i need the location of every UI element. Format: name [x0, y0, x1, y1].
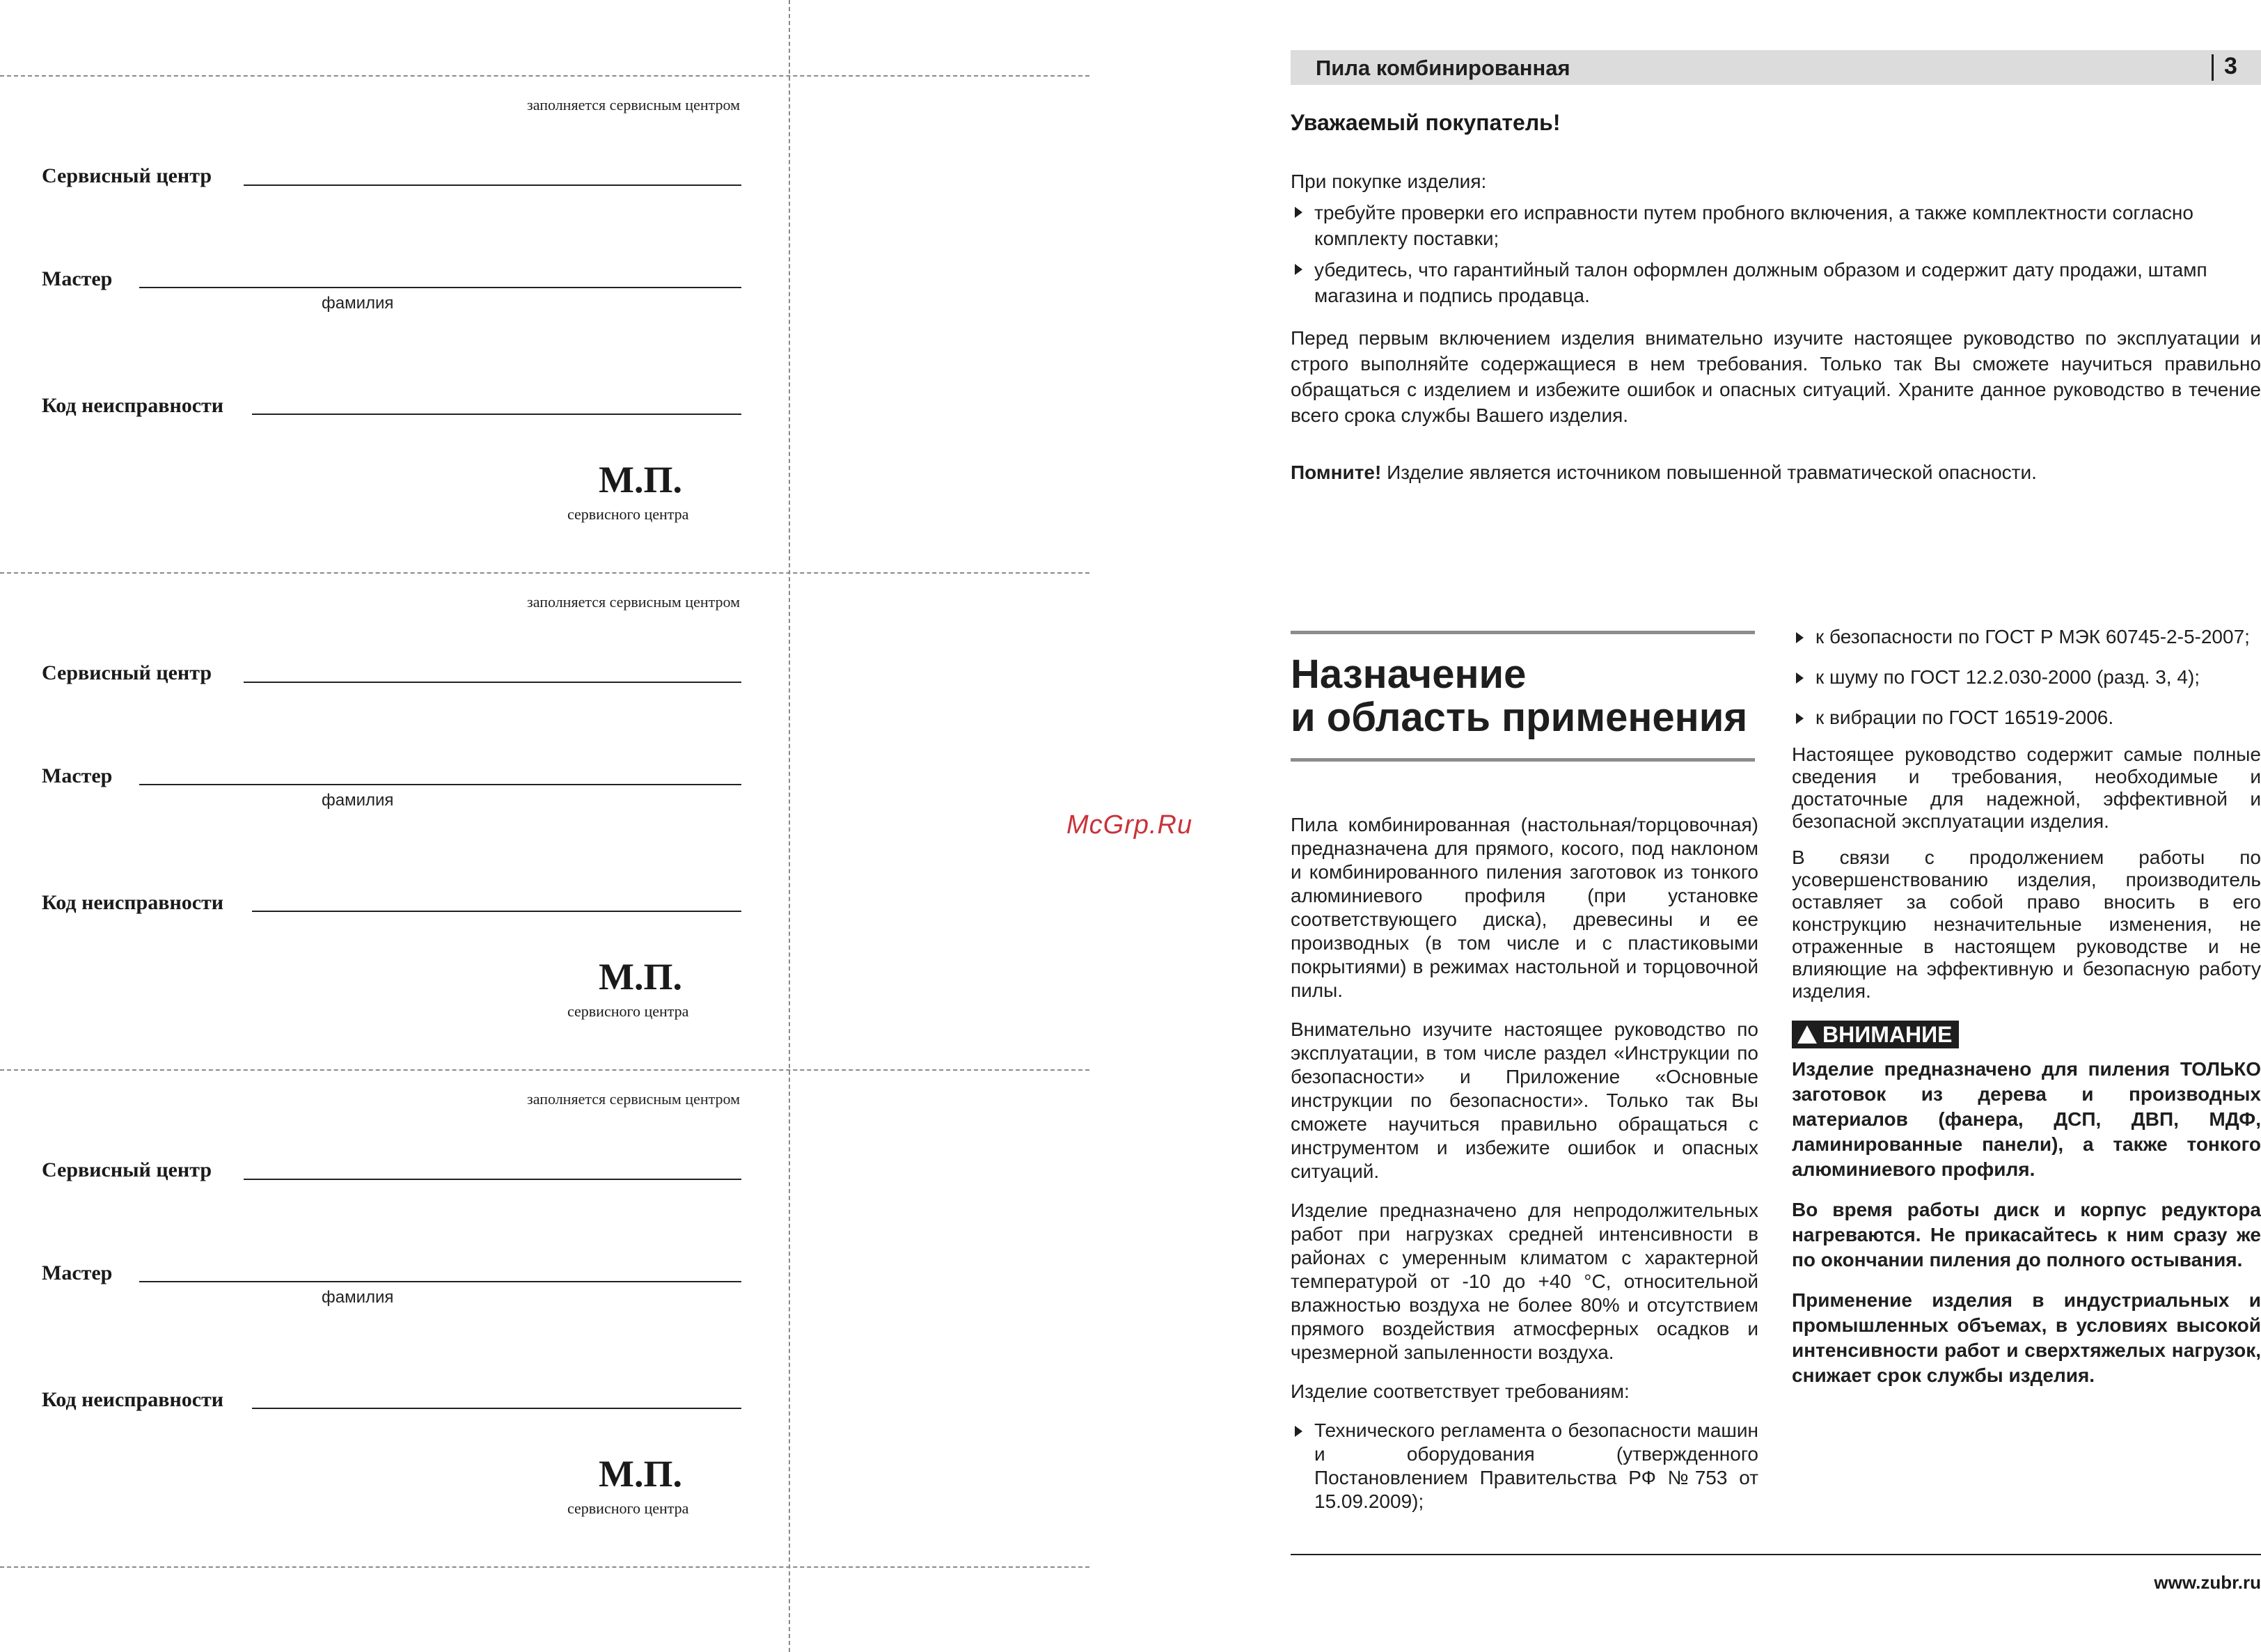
stamp-sub-label: сервисного центра [567, 1002, 689, 1020]
header-separator [2212, 54, 2214, 81]
service-center-field[interactable] [244, 682, 741, 683]
service-center-field[interactable] [244, 184, 741, 186]
vertical-cut-line [789, 0, 790, 1652]
coupon-note: заполняется сервисным центром [527, 1090, 740, 1108]
footer-rule [1291, 1554, 2261, 1555]
intro-bullet: требуйте проверки его исправности путем пробного включения, а также комплектности согласно комплекту поставки; [1291, 200, 2261, 251]
remember-bold: Помните! [1291, 462, 1382, 483]
standard-bullet: к шуму по ГОСТ 12.2.030-2000 (разд. 3, 4); [1792, 666, 2261, 689]
warning-paragraph: Применение изделия в индустриальных и промышленных объемах, в условиях высокой интенсивности работ и сверхтяжелых нагрузок, снижает срок службы изделия. [1792, 1289, 2261, 1386]
stamp-label: М.П. [599, 459, 682, 501]
intro-block [1291, 168, 2261, 485]
manual-content-paragraph: Настоящее руководство содержит самые полные сведения и требования, необходимые и достаточные для надежной, эффективной и безопасной эксплуатации изделия. [1792, 744, 2261, 832]
page-header [1291, 50, 2261, 85]
master-field[interactable] [139, 287, 741, 288]
standard-bullet: к безопасности по ГОСТ Р МЭК 60745-2-5-2007; [1792, 625, 2261, 649]
warning-paragraph: Изделие предназначено для пиления ТОЛЬКО заготовок из дерева и производных материалов (фанера, ДСП, ДВП, МДФ, ламинированные панели), а также тонкого алюминиевого профиля. [1792, 1058, 2261, 1180]
watermark-link[interactable]: McGrp.Ru [1066, 810, 1193, 840]
fault-code-label: Код неисправности [42, 891, 224, 914]
section-rule-top [1291, 631, 1755, 634]
intro-bullet: убедитесь, что гарантийный талон оформлен должным образом и содержит дату продажи, штамп магазина и подпись продавца. [1291, 257, 2261, 308]
fault-code-field[interactable] [252, 1408, 741, 1409]
coupon-note: заполняется сервисным центром [527, 96, 740, 113]
fault-code-label: Код неисправности [42, 1388, 224, 1411]
remember-text: Изделие является источником повышенной травматической опасности. [1381, 462, 2037, 483]
column-1 [1291, 813, 1758, 1513]
section-rule-bottom [1291, 758, 1755, 762]
stamp-label: М.П. [599, 956, 682, 998]
master-field[interactable] [139, 1281, 741, 1282]
service-center-label: Сервисный центр [42, 661, 212, 684]
intro-lead: При покупке изделия: [1291, 171, 1487, 192]
intro-paragraph: Перед первым включением изделия внимательно изучите настоящее руководство по эксплуатации и строго выполняйте содержащиеся в нем требования. Только так Вы сможете научиться правильно обращаться с изделием и избежите ошибок и опасных ситуаций. Храните данное руководство в течение всего срока службы Вашего изделия. [1291, 327, 2261, 426]
warning-paragraph: Во время работы диск и корпус редуктора нагреваются. Не прикасайтесь к ним сразу же по окончании пиления до полного остывания. [1792, 1199, 2261, 1271]
warning-label: ВНИМАНИЕ [1822, 1022, 1953, 1047]
master-label: Мастер [42, 1261, 113, 1284]
service-center-label: Сервисный центр [42, 1158, 212, 1181]
fault-code-label: Код неисправности [42, 394, 224, 417]
requirements-lead: Изделие соответствует требованиям: [1291, 1380, 1630, 1402]
footer-url[interactable]: www.zubr.ru [2154, 1572, 2261, 1593]
service-center-field[interactable] [244, 1179, 741, 1180]
warning-badge [1792, 1021, 1959, 1048]
improvement-paragraph: В связи с продолжением работы по усовершенствованию изделия, производитель оставляет за собой право вносить в его конструкцию незначительные изменения, не отраженные в настоящем руководстве и не влияющие на эффективную и безопасную работу изделия. [1792, 847, 2261, 1002]
section-title-line2: и область применения [1291, 695, 1748, 740]
coupon-3 [0, 1071, 789, 1568]
master-field[interactable] [139, 784, 741, 785]
page-number: 3 [2224, 53, 2237, 79]
stamp-sub-label: сервисного центра [567, 505, 689, 523]
remember-note [1291, 459, 2261, 485]
section-title-line1: Назначение [1291, 652, 1527, 697]
page-header-title: Пила комбинированная [1316, 56, 1570, 80]
conditions-paragraph: Изделие предназначено для непродолжительных работ при нагрузках средней интенсивности в районах с умеренным климатом с характерной температурой от -10 до +40 °С, относительной влажностью воздуха не более 80% и отсутствием прямого воздействия атмосферных осадков и чрезмерной запыленности воздуха. [1291, 1199, 1758, 1363]
service-center-label: Сервисный центр [42, 164, 212, 187]
surname-label: фамилия [322, 791, 394, 810]
purpose-paragraph: Пила комбинированная (настольная/торцовочная) предназначена для прямого, косого, под наклоном и комбинированного пиления заготовок из тонкого алюминиевого профиля (при установке соответствующего диска), древесины и ее производных (в том числе и с пластиковыми покрытиями) в режимах настольной и торцовочной пилы. [1291, 814, 1758, 1001]
coupon-note: заполняется сервисным центром [527, 593, 740, 611]
stamp-sub-label: сервисного центра [567, 1500, 689, 1517]
standard-bullet: к вибрации по ГОСТ 16519-2006. [1792, 706, 2261, 730]
column-2 [1792, 625, 2261, 1388]
fault-code-field[interactable] [252, 911, 741, 912]
coupon-1 [0, 77, 789, 574]
regulation-bullet: Технического регламента о безопасности машин и оборудования (утвержденного Постановлением Правительства РФ №753 от 15.09.2009); [1291, 1419, 1758, 1513]
coupon-2 [0, 574, 789, 1071]
study-paragraph: Внимательно изучите настоящее руководство по эксплуатации, в том числе раздел «Инструкции по безопасности» и Приложение «Основные инструкции по безопасности». Только так Вы сможете научиться правильно обращаться с инструментом и избежите ошибок и опасных ситуаций. [1291, 1018, 1758, 1182]
surname-label: фамилия [322, 294, 394, 313]
master-label: Мастер [42, 267, 113, 290]
section-title [1291, 653, 1747, 739]
master-label: Мастер [42, 764, 113, 787]
surname-label: фамилия [322, 1288, 394, 1307]
greeting: Уважаемый покупатель! [1291, 110, 1561, 135]
stamp-label: М.П. [599, 1453, 682, 1495]
warning-icon [1797, 1025, 1817, 1044]
fault-code-field[interactable] [252, 414, 741, 415]
manual-page [1291, 0, 2261, 1652]
